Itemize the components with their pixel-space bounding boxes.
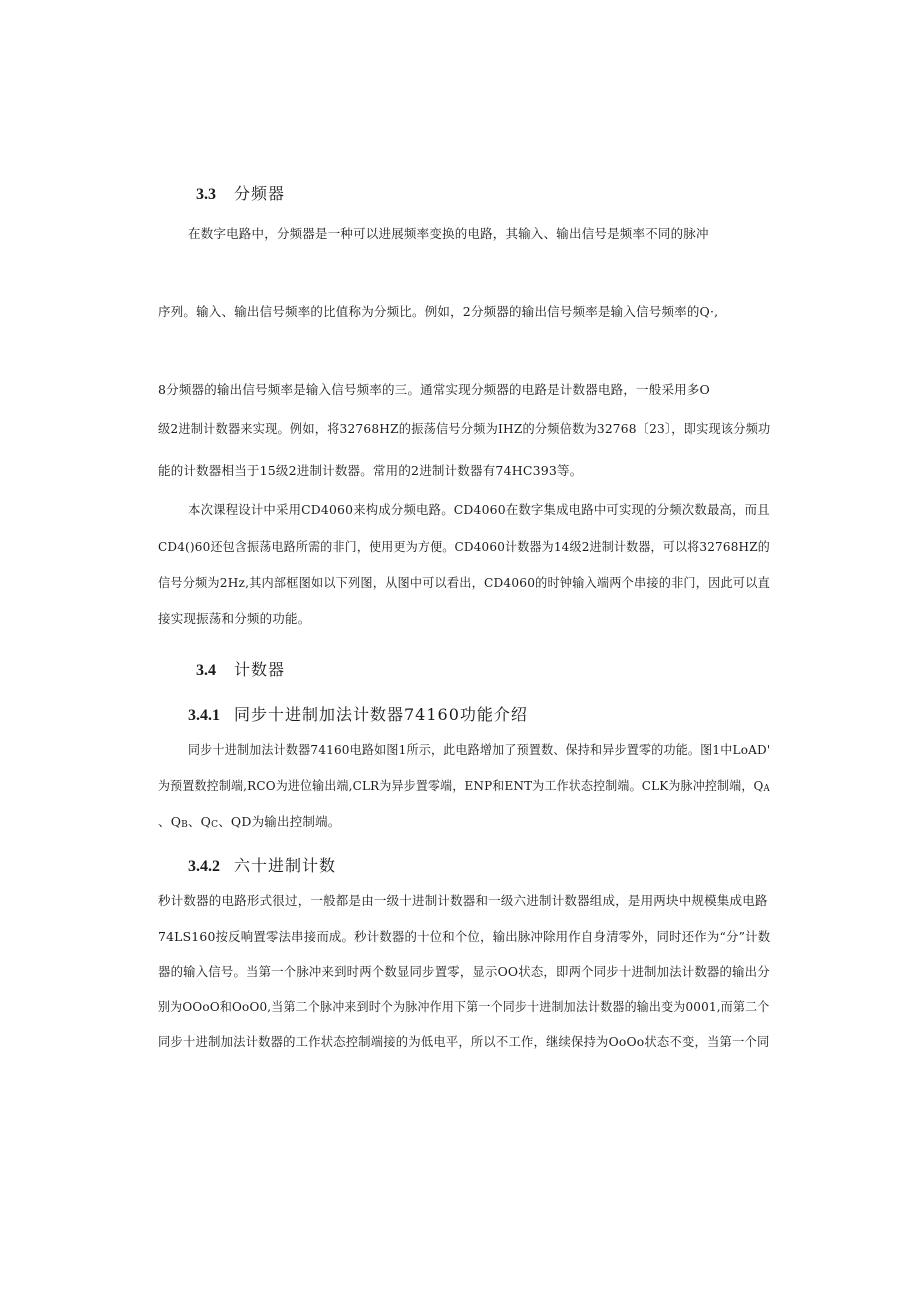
subscript: C <box>211 820 219 830</box>
section-heading-3-3 <box>196 181 285 204</box>
section-number: 3.4.1 <box>188 707 220 724</box>
paragraph-line: 信号分频为2Hz,其内部框图如以下列图，从图中可以看出，CD4060的时钟输入端两个串接的非门，因此可以直 <box>158 575 770 590</box>
section-number: 3.3 <box>196 186 216 203</box>
text-run: 、Q <box>187 814 212 829</box>
text-run: 、Q <box>158 814 182 829</box>
section-title: 同步十进制加法计数器74160功能介绍 <box>234 705 528 724</box>
section-heading-3-4-2 <box>188 853 336 876</box>
paragraph-line: 级2进制计数器来实现。例如，将32768HZ的振荡信号分频为IHZ的分频倍数为32768〔23〕，即实现该分频功 <box>158 421 771 436</box>
paragraph-line: 别为OOoO和OoO0,当第二个脉冲来到时个为脉冲作用下第一个同步十进制加法计数器的输出变为0001,而第二个 <box>158 999 770 1014</box>
section-number: 3.4 <box>196 662 216 679</box>
section-number: 3.4.2 <box>188 858 220 875</box>
section-heading-3-4 <box>196 657 285 680</box>
paragraph-line: 8分频器的输出信号频率是输入信号频率的三。通常实现分频器的电路是计数器电路，一般采用多O <box>158 382 711 397</box>
subscript: A <box>763 784 770 794</box>
section-title: 六十进制计数 <box>234 856 337 875</box>
paragraph-line: 在数字电路中，分频器是一种可以进展频率变换的电路，其输入、输出信号是频率不同的脉冲 <box>188 226 709 241</box>
paragraph-line <box>158 812 341 830</box>
paragraph-line: CD4()60还包含振荡电路所需的非门，使用更为方便。CD4060计数器为14级2进制计数器，可以将32768HZ的 <box>158 539 770 554</box>
paragraph-line: 同步十进制加法计数器的工作状态控制端接的为低电平，所以不工作，继续保持为OoOo状态不变，当第一个同 <box>158 1034 770 1049</box>
paragraph-line: 接实现振荡和分频的功能。 <box>158 611 311 626</box>
paragraph-line: 同步十进制加法计数器74160电路如图1所示，此电路增加了预置数、保持和异步置零的功能。图1中LoAD' <box>188 742 771 757</box>
paragraph-line <box>158 776 770 794</box>
section-heading-3-4-1 <box>188 702 528 725</box>
text-run: 为预置数控制端,RCO为进位输出端,CLR为异步置零端，ENP和ENT为工作状态控制端。CLK为脉冲控制端，Q <box>158 778 764 793</box>
paragraph-line: 74LS160按反响置零法串接而成。秒计数器的十位和个位，输出脉冲除用作自身清零外，同时还作为“分”计数 <box>158 929 771 944</box>
paragraph-line: 序列。输入、输出信号频率的比值称为分频比。例如，2分频器的输出信号频率是输入信号频率的Q·, <box>158 304 719 319</box>
subscript: B <box>181 820 188 830</box>
paragraph-line: 器的输入信号。当第一个脉冲来到时两个数显同步置零，显示OO状态，即两个同步十进制加法计数器的输出分 <box>158 964 770 979</box>
section-title: 计数器 <box>234 660 286 679</box>
paragraph-line: 能的计数器相当于15级2进制计数器。常用的2进制计数器有74HC393等。 <box>158 463 583 478</box>
text-run: 、QD为输出控制端。 <box>218 814 341 829</box>
section-title: 分频器 <box>234 184 286 203</box>
paragraph-line: 本次课程设计中采用CD4060来构成分频电路。CD4060在数字集成电路中可实现的分频次数最高，而且 <box>188 502 770 517</box>
paragraph-line: 秒计数器的电路形式很过，一般都是由一级十进制计数器和一级六进制计数器组成，是用两块中规模集成电路 <box>158 893 768 908</box>
